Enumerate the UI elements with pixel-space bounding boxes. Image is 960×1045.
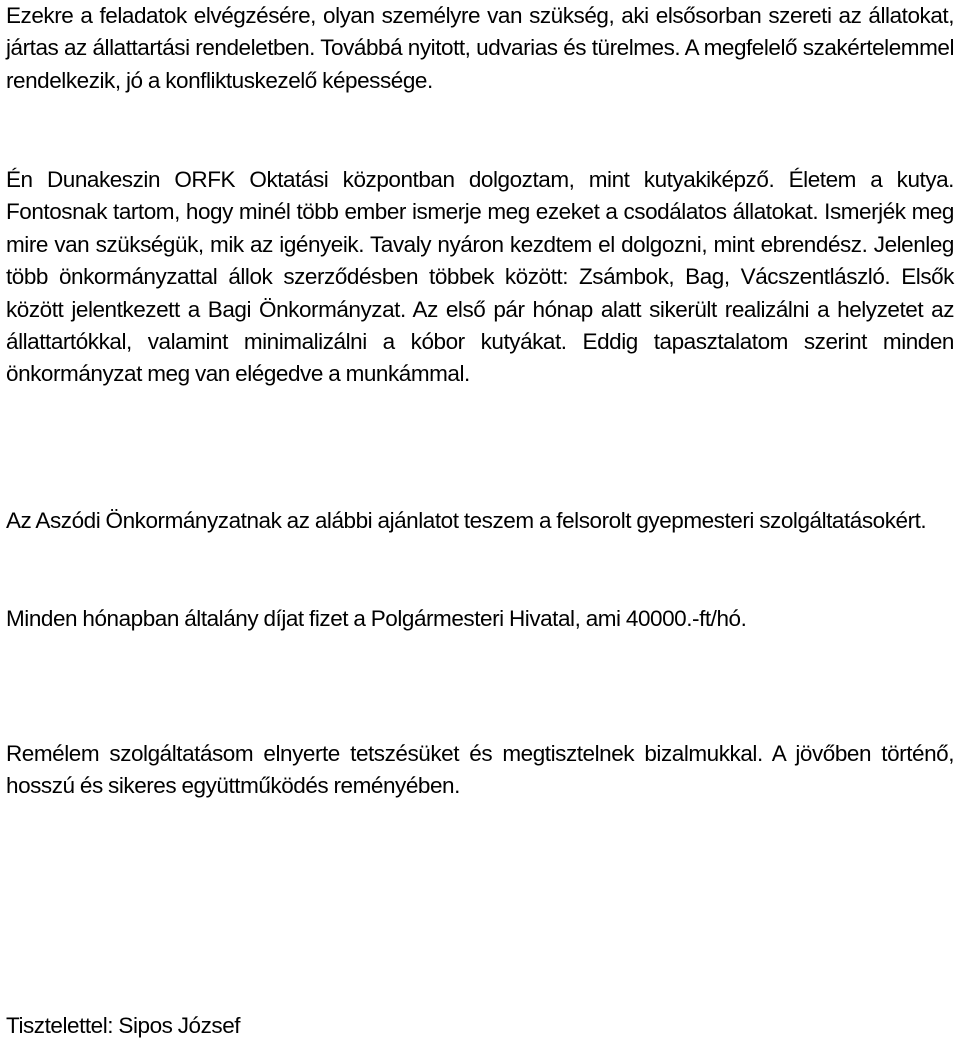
paragraph-closing-hope: Remélem szolgáltatásom elnyerte tetszésüket és megtisztelnek bizalmukkal. A jövőben történő, hosszú és sikeres együttműködés reményében.	[6, 741, 954, 799]
paragraph-experience: Én Dunakeszin ORFK Oktatási központban dolgoztam, mint kutyakiképző. Életem a kutya. Fontosnak tartom, hogy minél több ember ismerje meg ezeket a csodálatos állatokat. Ismerjék meg mire van szükségük, mik az igényeik. Tavaly nyáron kezdtem el dolgozni, mint ebrendész. Jelenleg több önkormányzattal állok szerződésben többek között: Zsámbok, Bag, Vácszentlászló. Elsők között jelentkezett a Bagi Önkormányzat. Az első pár hónap alatt sikerült realizálni a helyzetet az állattartókkal, valamint minimalizálni a kóbor kutyákat. Eddig tapasztalatom szerint minden önkormányzat meg van elégedve a munkámmal.	[6, 167, 954, 387]
paragraph-requirements: Ezekre a feladatok elvégzésére, olyan személyre van szükség, aki elsősorban szereti az állatokat, jártas az állattartási rendeletben. Továbbá nyitott, udvarias és türelmes. A megfelelő szakértelemmel rendelkezik, jó a konfliktuskezelő képessége.	[6, 3, 954, 93]
paragraph-offer: Az Aszódi Önkormányzatnak az alábbi ajánlatot teszem a felsorolt gyepmesteri szolgáltatásokért.	[6, 508, 927, 533]
paragraph-fee: Minden hónapban általány díjat fizet a Polgármesteri Hivatal, ami 40000.-ft/hó.	[6, 606, 747, 631]
signature-line: Tisztelettel: Sipos József	[6, 1013, 241, 1038]
